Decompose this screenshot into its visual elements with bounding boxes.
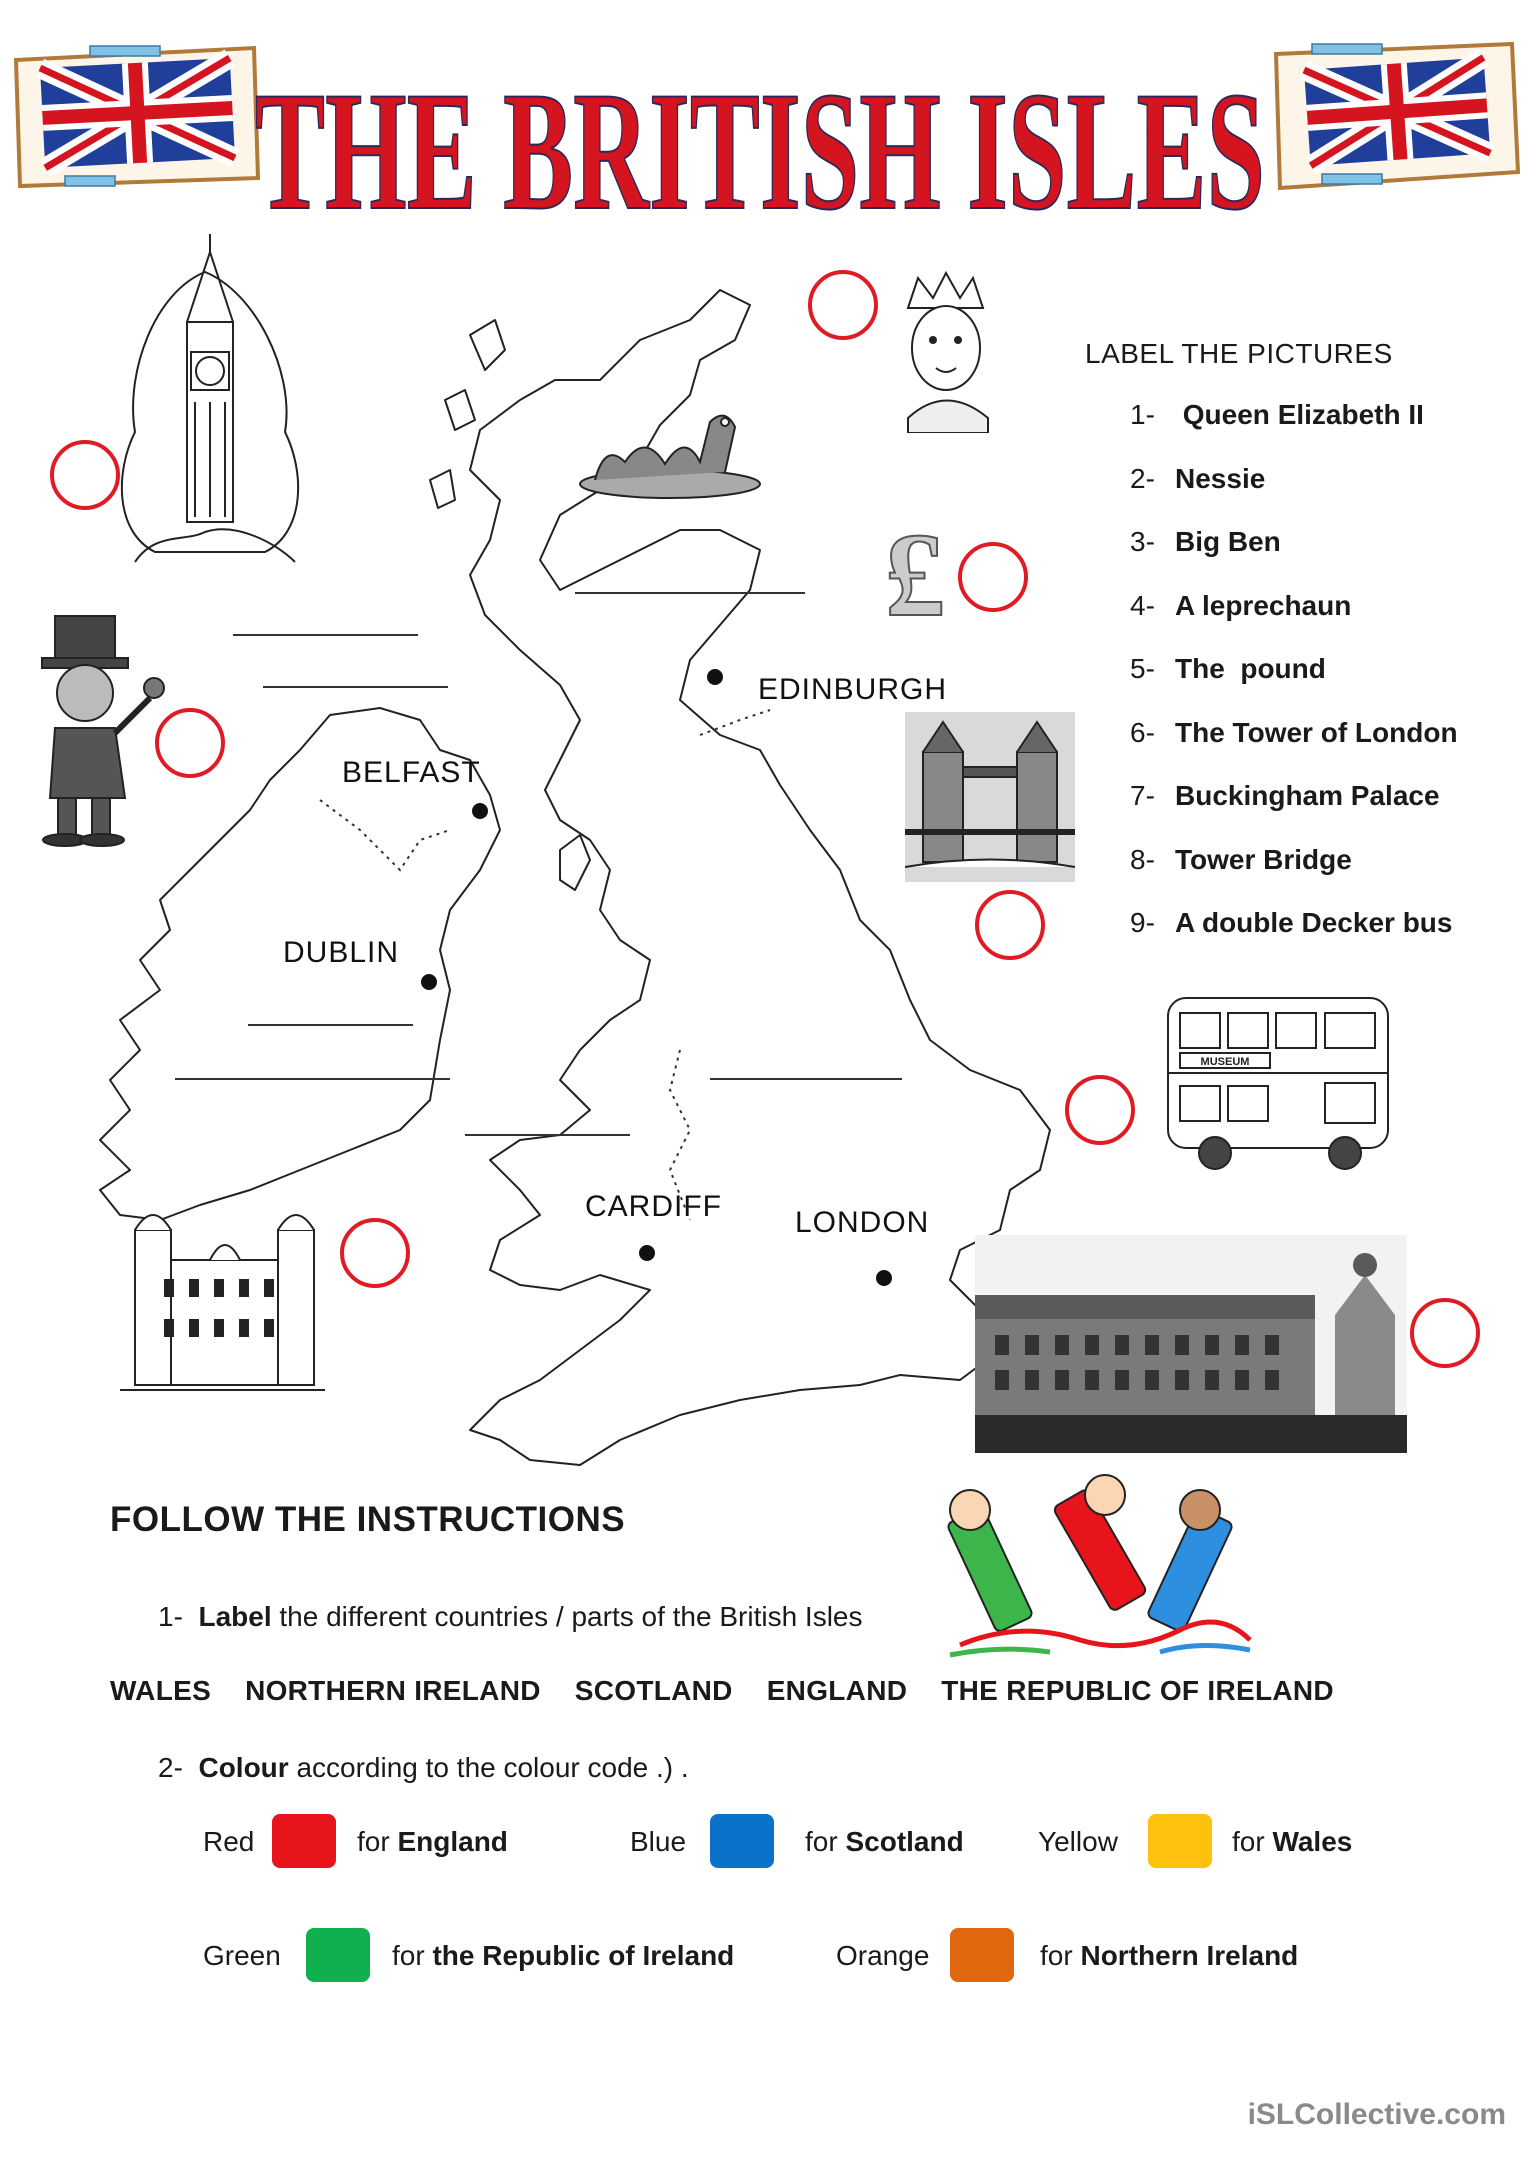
answer-circle[interactable] [1410, 1298, 1480, 1368]
city-dot-london [876, 1270, 892, 1286]
colour-name-yellow: Yellow [1038, 1826, 1118, 1857]
colour-target-wales: for Wales [1232, 1826, 1353, 1857]
answer-blank[interactable] [263, 686, 448, 688]
svg-text:THE BRITISH ISLES: THE BRITISH ISLES [255, 57, 1265, 245]
instructions-heading: FOLLOW THE INSTRUCTIONS [110, 1500, 626, 1539]
label-pictures-list [1130, 395, 1530, 967]
city-dot-edinburgh [707, 669, 723, 685]
page-title [240, 40, 1280, 245]
step-2: 2- Colour according to the colour code .) . [158, 1752, 689, 1783]
country-word: SCOTLAND [574, 1675, 733, 1706]
buckingham-palace-illustration [975, 1235, 1407, 1453]
swatch-yellow [1148, 1814, 1212, 1868]
site-watermark: iSLCollective.com [1247, 2098, 1506, 2131]
countries-list [110, 1675, 1410, 1707]
colour-target-northern-ireland: for Northern Ireland [1040, 1940, 1299, 1971]
list-item: 1- Queen Elizabeth II [1130, 399, 1424, 430]
swatch-blue [710, 1814, 774, 1868]
svg-text:£: £ [885, 510, 945, 630]
city-dot-dublin [421, 974, 437, 990]
list-item: 6- The Tower of London [1130, 716, 1458, 748]
colour-name-orange: Orange [836, 1940, 930, 1971]
swatch-green [306, 1928, 370, 1982]
list-item: 3- Big Ben [1130, 526, 1281, 557]
city-dot-belfast [472, 803, 488, 819]
union-jack-flag-right [1272, 40, 1522, 190]
city-label-belfast: BELFAST [342, 756, 481, 789]
tower-bridge-illustration [905, 712, 1075, 882]
answer-circle[interactable] [975, 890, 1045, 960]
answer-blank[interactable] [175, 1078, 450, 1080]
country-word: WALES [110, 1675, 212, 1706]
step-1: 1- Label the different countries / parts of the British Isles [158, 1601, 863, 1632]
list-item: 8- Tower Bridge [1130, 843, 1352, 875]
colour-target-republic-of-ireland: for the Republic of Ireland [392, 1940, 735, 1971]
list-item: 4- A leprechaun [1130, 589, 1352, 621]
union-jack-flag-left [10, 40, 260, 190]
queen-elizabeth-illustration [888, 268, 1003, 433]
country-word: THE REPUBLIC OF IRELAND [941, 1675, 1334, 1706]
swatch-orange [950, 1928, 1014, 1982]
colour-name-green: Green [203, 1940, 281, 1971]
country-word: ENGLAND [766, 1675, 908, 1706]
answer-blank[interactable] [710, 1078, 902, 1080]
crayons-kids-illustration [930, 1470, 1280, 1660]
city-label-edinburgh: EDINBURGH [758, 673, 948, 706]
answer-circle[interactable] [50, 440, 120, 510]
nessie-illustration [575, 402, 765, 502]
city-label-london: LONDON [795, 1206, 930, 1239]
city-dot-cardiff [639, 1245, 655, 1261]
big-ben-illustration [95, 232, 335, 567]
answer-circle[interactable] [155, 708, 225, 778]
answer-circle[interactable] [958, 542, 1028, 612]
list-item: 2- Nessie [1130, 462, 1266, 494]
pound-sign-illustration [870, 510, 960, 630]
city-label-dublin: DUBLIN [283, 936, 400, 969]
svg-text:MUSEUM: MUSEUM [1200, 1056, 1250, 1068]
answer-circle[interactable] [808, 270, 878, 340]
country-word: NORTHERN IRELAND [245, 1675, 541, 1706]
list-item: 5- The pound [1130, 653, 1326, 684]
label-pictures-heading: LABEL THE PICTURES [1085, 338, 1393, 369]
swatch-red [272, 1814, 336, 1868]
list-item: 7- Buckingham Palace [1130, 780, 1440, 811]
answer-circle[interactable] [340, 1218, 410, 1288]
double-decker-bus-illustration [1160, 978, 1400, 1178]
isle-of-man [560, 835, 590, 890]
answer-circle[interactable] [1065, 1075, 1135, 1145]
colour-name-blue: Blue [630, 1826, 687, 1857]
colour-name-red: Red [203, 1826, 255, 1857]
city-label-cardiff: CARDIFF [585, 1190, 722, 1223]
answer-blank[interactable] [465, 1134, 630, 1136]
answer-blank[interactable] [575, 592, 805, 594]
tower-of-london-illustration [120, 1190, 325, 1400]
answer-blank[interactable] [233, 634, 418, 636]
answer-blank[interactable] [248, 1024, 413, 1026]
colour-target-scotland: for Scotland [805, 1826, 964, 1857]
colour-target-england: for England [357, 1826, 508, 1857]
list-item: 9- A double Decker bus [1130, 907, 1453, 938]
